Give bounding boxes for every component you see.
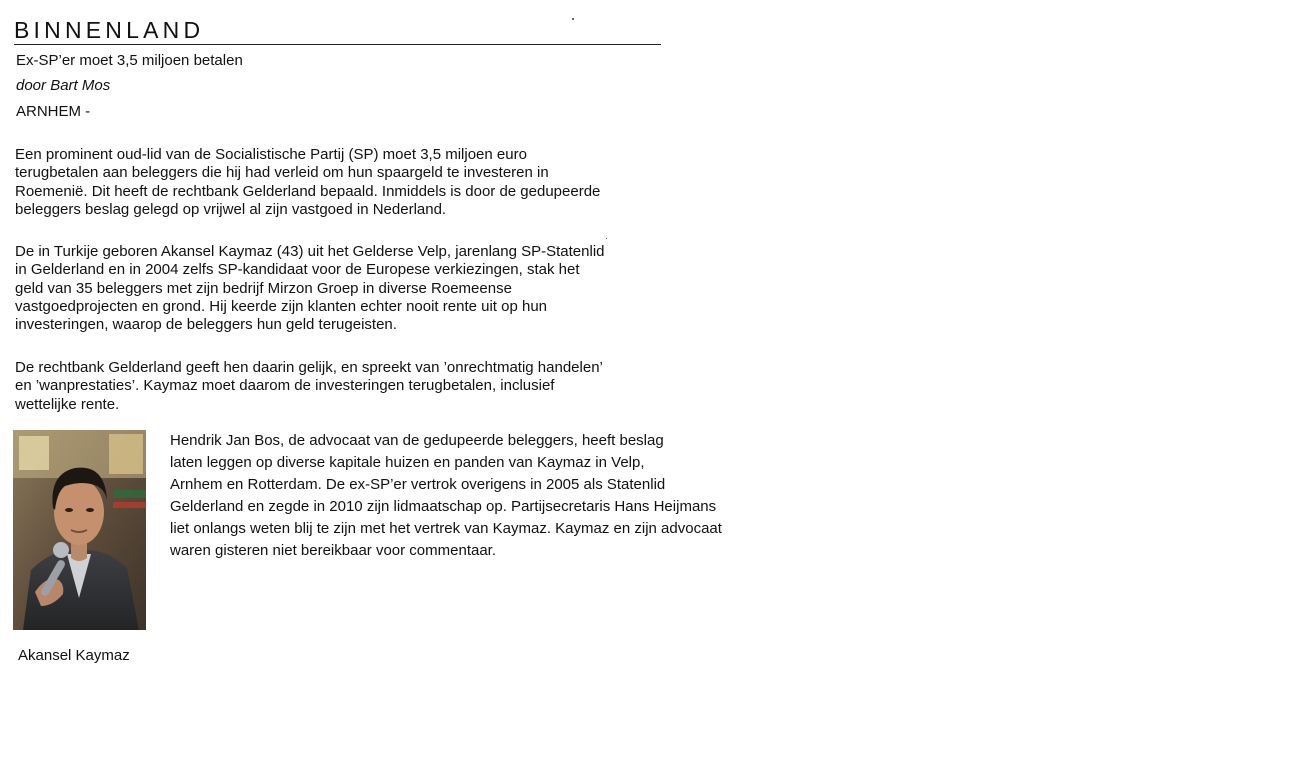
paragraph-line: geld van 35 beleggers met zijn bedrijf Mirzon Groep in diverse Roemeense — [15, 279, 512, 297]
article-paragraph-3 — [15, 359, 675, 414]
scan-speck — [606, 238, 607, 239]
paragraph-line: De rechtbank Gelderland geeft hen daarin gelijk, en spreekt van ’onrechtmatig handelen’ — [15, 359, 603, 376]
article-paragraph-4 — [170, 430, 780, 562]
article-paragraph-2 — [15, 243, 675, 334]
paragraph-line: investeringen, waarop de beleggers hun geld terugeisten. — [15, 316, 397, 334]
paragraph-line: en ’wanprestaties’. Kaymaz moet daarom de investeringen terugbetalen, inclusief — [15, 377, 555, 395]
section-title: BINNENLAND — [14, 16, 661, 45]
paragraph-line: waren gisteren niet bereikbaar voor commentaar. — [170, 542, 497, 559]
portrait-illustration — [13, 430, 146, 630]
portrait-photo — [13, 430, 146, 630]
paragraph-line: vastgoedprojecten en grond. Hij keerde zijn klanten echter nooit rente uit op hun — [15, 297, 548, 315]
paragraph-line: Een prominent oud-lid van de Socialistische Partij (SP) moet 3,5 miljoen euro — [15, 146, 527, 163]
paragraph-line: Roemenië. Dit heeft de rechtbank Gelderland bepaald. Inmiddels is door de gedupeerde — [15, 182, 601, 200]
paragraph-line: Hendrik Jan Bos, de advocaat van de gedupeerde beleggers, heeft beslag — [170, 432, 664, 449]
paragraph-line: Arnhem en Rotterdam. De ex-SP’er vertrok overigens in 2005 als Statenlid — [170, 476, 666, 493]
paragraph-line: Gelderland en zegde in 2010 zijn lidmaatschap op. Partijsecretaris Hans Heijmans — [170, 498, 717, 515]
paragraph-line: in Gelderland en in 2004 zelfs SP-kandidaat voor de Europese verkiezingen, stak het — [15, 261, 580, 279]
article-dateline: ARNHEM - — [16, 103, 91, 120]
paragraph-line: terugbetalen aan beleggers die hij had verleid om hun spaargeld te investeren in — [15, 164, 549, 182]
paragraph-line: beleggers beslag gelegd op vrijwel al zijn vastgoed in Nederland. — [15, 200, 447, 218]
paragraph-line: liet onlangs weten blij te zijn met het vertrek van Kaymaz. Kaymaz en zijn advocaat — [170, 520, 722, 537]
article-paragraph-1 — [15, 146, 675, 219]
article-byline: door Bart Mos — [16, 77, 111, 94]
paragraph-line: De in Turkije geboren Akansel Kaymaz (43) uit het Gelderse Velp, jarenlang SP-Statenlid — [15, 243, 605, 260]
scan-speck — [572, 18, 574, 20]
article-headline: Ex-SP’er moet 3,5 miljoen betalen — [16, 52, 243, 69]
photo-caption: Akansel Kaymaz — [18, 647, 130, 664]
paragraph-line: wettelijke rente. — [15, 395, 120, 413]
paragraph-line: laten leggen op diverse kapitale huizen en panden van Kaymaz in Velp, — [170, 454, 645, 471]
